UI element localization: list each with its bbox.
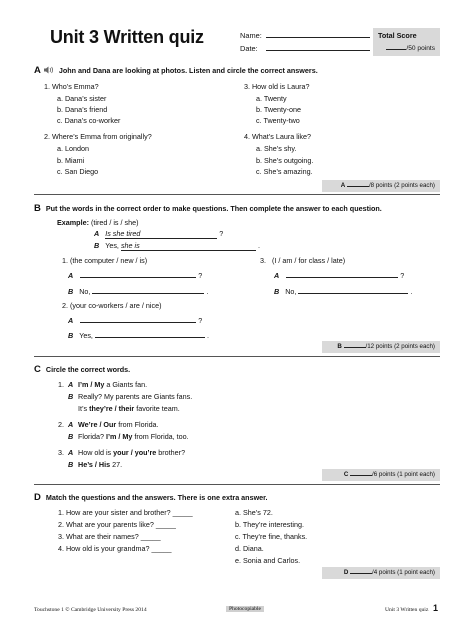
section-d-points: D /4 points (1 point each) [322, 567, 440, 579]
page-title: Unit 3 Written quiz [50, 27, 204, 47]
a2-option-b[interactable]: b. Miami [57, 156, 85, 165]
footer-copyright: Touchstone 1 © Cambridge University Press 2014 [34, 607, 147, 613]
total-score-label: Total Score [378, 31, 417, 40]
c1-line-b: B Really? My parents are Giants fans. [68, 392, 193, 401]
b3-answer-row: B No, . [274, 287, 413, 296]
section-d-heading: D Match the questions and the answers. There is one extra answer. [34, 492, 268, 503]
a-question-3: 3. How old is Laura? [244, 82, 310, 91]
c3-choice[interactable]: your / you’re [113, 448, 157, 457]
section-c-heading: C Circle the correct words. [34, 364, 131, 375]
b3-answer-blank[interactable] [298, 286, 408, 294]
c-item-2-num: 2. [58, 420, 64, 429]
c2-choice-2[interactable]: I’m / My [105, 432, 133, 441]
footer-photocopiable: Photocopiable [226, 606, 264, 612]
c-item-1-num: 1. [58, 380, 64, 389]
b1-question-row: A ? [68, 271, 203, 280]
d-answer-e: e. Sonia and Carlos. [235, 556, 301, 565]
b-item-1: 1. (the computer / new / is) [62, 256, 148, 265]
b3-question-row: A ? [274, 271, 405, 280]
a4-option-a[interactable]: a. She’s shy. [256, 144, 297, 153]
a-question-4: 4. What’s Laura like? [244, 132, 311, 141]
name-label: Name: [240, 31, 262, 40]
c1-line-a: A I’m / My a Giants fan. [68, 380, 148, 389]
c-item-3-num: 3. [58, 448, 64, 457]
d-answer-b: b. They’re interesting. [235, 520, 304, 529]
c1-line-c: It’s they’re / their favorite team. [78, 404, 180, 413]
c2-line-b: B Florida? I’m / My from Florida, too. [68, 432, 189, 441]
a2-option-a[interactable]: a. London [57, 144, 89, 153]
a4-option-b[interactable]: b. She’s outgoing. [256, 156, 314, 165]
c2-line-a: A We’re / Our from Florida. [68, 420, 159, 429]
divider [34, 356, 440, 357]
b2-answer-blank[interactable] [95, 330, 205, 338]
d-answer-c: c. They’re fine, thanks. [235, 532, 308, 541]
c3-line-b: B He’s / His 27. [68, 460, 123, 469]
date-label: Date: [240, 44, 258, 53]
c2-choice[interactable]: We’re / Our [78, 420, 117, 429]
example-answer-b: B Yes, she is . [94, 241, 260, 250]
section-b-points: B /12 points (2 points each) [322, 341, 440, 353]
page-number: 1 [433, 603, 439, 613]
speaker-icon [44, 66, 55, 74]
c1-choice[interactable]: I’m / My [78, 380, 105, 389]
section-a-points: A /8 points (2 points each) [322, 180, 440, 192]
a3-option-a[interactable]: a. Twenty [256, 94, 287, 103]
b2-question-row: A ? [68, 316, 203, 325]
d-question-3[interactable]: 3. What are their names? _____ [58, 532, 161, 541]
a1-option-b[interactable]: b. Dana’s friend [57, 105, 108, 114]
example-line: Example: (tired / is / she) [57, 218, 139, 227]
a1-option-c[interactable]: c. Dana’s co-worker [57, 116, 121, 125]
c3-line-a: A How old is your / you’re brother? [68, 448, 186, 457]
section-a-heading: A John and Dana are looking at photos. Listen and circle the correct answers. [34, 65, 318, 76]
divider [34, 194, 440, 195]
section-b-heading: B Put the words in the correct order to make questions. Then complete the answer to each question. [34, 203, 382, 214]
b-item-2: 2. (your co-workers / are / nice) [62, 301, 162, 310]
b2-question-blank[interactable] [80, 315, 196, 323]
c3-choice-2[interactable]: He’s / His [78, 460, 111, 469]
footer-unit-label: Unit 3 Written quiz [385, 607, 429, 613]
c1-choice-2[interactable]: they’re / their [89, 404, 135, 413]
b1-answer-row: B No, . [68, 287, 209, 296]
a2-option-c[interactable]: c. San Diego [57, 167, 99, 176]
d-question-1[interactable]: 1. How are your sister and brother? _____ [58, 508, 193, 517]
a1-option-a[interactable]: a. Dana’s sister [57, 94, 107, 103]
example-answer-a: A Is she tired ? [94, 229, 224, 238]
divider [34, 484, 440, 485]
total-score-box [373, 28, 440, 56]
b-item-3: 3. (I / am / for class / late) [260, 256, 346, 265]
date-line[interactable] [266, 43, 370, 51]
a-question-2: 2. Where’s Emma from originally? [44, 132, 152, 141]
a3-option-c[interactable]: c. Twenty-two [256, 116, 300, 125]
b1-question-blank[interactable] [80, 270, 196, 278]
d-answer-d: d. Diana. [235, 544, 264, 553]
d-question-4[interactable]: 4. How old is your grandma? _____ [58, 544, 172, 553]
d-answer-a: a. She’s 72. [235, 508, 273, 517]
b1-answer-blank[interactable] [92, 286, 204, 294]
a-question-1: 1. Who’s Emma? [44, 82, 99, 91]
section-c-points: C /6 points (1 point each) [322, 469, 440, 481]
a3-option-b[interactable]: b. Twenty-one [256, 105, 302, 114]
total-score-points: /50 points [386, 43, 435, 52]
d-question-2[interactable]: 2. What are your parents like? _____ [58, 520, 176, 529]
name-line[interactable] [266, 30, 370, 38]
b3-question-blank[interactable] [286, 270, 398, 278]
a4-option-c[interactable]: c. She’s amazing. [256, 167, 313, 176]
b2-answer-row: B Yes, . [68, 331, 209, 340]
